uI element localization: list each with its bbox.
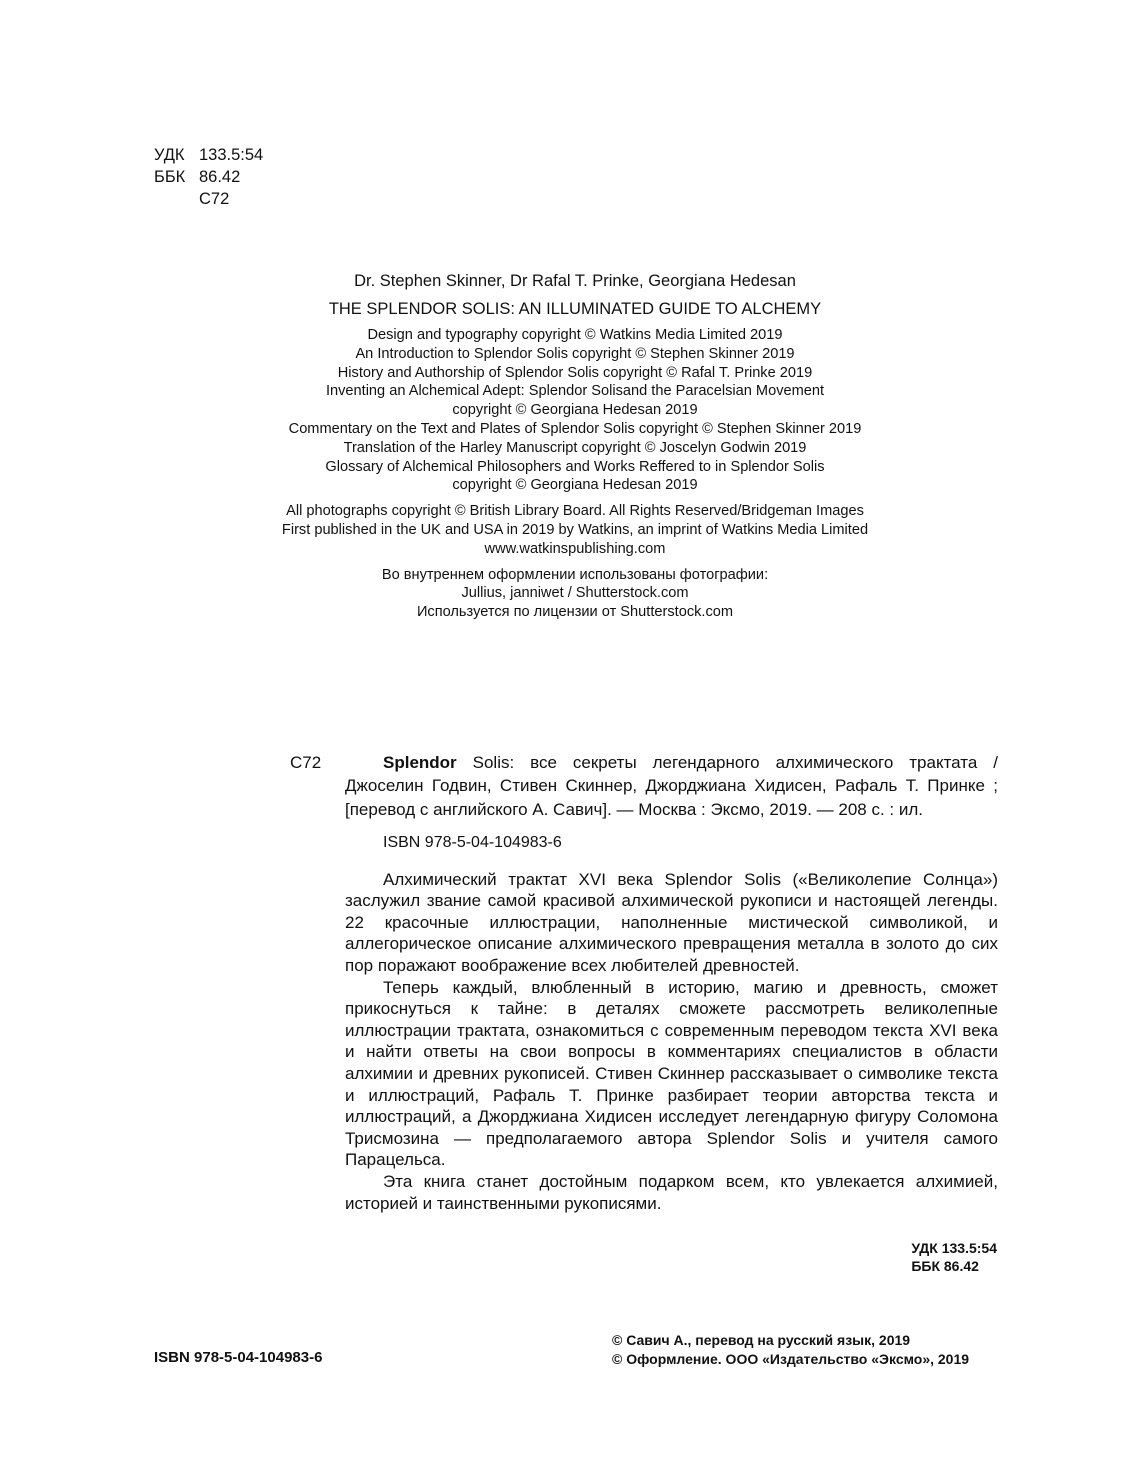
- bbk-label: ББК: [154, 168, 186, 186]
- photo-credits: [200, 502, 950, 558]
- footer-isbn: ISBN 978-5-04-104983-6: [154, 1349, 323, 1366]
- udk-row: [154, 144, 263, 166]
- footer-copyrights: [612, 1331, 969, 1369]
- record-bbk: ББК 86.42: [911, 1258, 979, 1274]
- record-udk: УДК 133.5:54: [911, 1240, 997, 1256]
- copyright-line: Commentary on the Text and Plates of Splendor Solis copyright © Stephen Skinner 2019: [288, 420, 862, 437]
- copyright-line: copyright © Georgiana Hedesan 2019: [452, 402, 698, 419]
- copyright-line: Glossary of Alchemical Philosophers and Works Reffered to in Splendor Solis: [325, 458, 825, 475]
- bibliographic-description: [345, 751, 998, 821]
- record-title-bold: Splendor: [383, 753, 457, 772]
- copyright-list: [200, 326, 950, 495]
- record-description: Solis: все секреты легендарного алхимического трактата / Джоселин Годвин, Стивен Скиннер, Джорджиана Хидисен, Рафаль Т. Принке ; [перевод с английского А. Савич]. — Москва : Эксмо, 2019. — 208 с. : ил.: [345, 753, 998, 819]
- photo-credit-line: First published in the UK and USA in 2019 by Watkins, an imprint of Watkins Media Limited: [281, 521, 869, 538]
- translation-copyright: © Савич А., перевод на русский язык, 2019: [612, 1332, 911, 1348]
- shutterstock-credits: [200, 566, 950, 622]
- copyright-line: History and Authorship of Splendor Solis copyright © Rafal T. Prinke 2019: [337, 364, 813, 381]
- copyright-line: Translation of the Harley Manuscript copyright © Joscelyn Godwin 2019: [343, 439, 807, 456]
- original-edition-credits: [200, 270, 950, 629]
- copyright-line: An Introduction to Splendor Solis copyright © Stephen Skinner 2019: [355, 345, 795, 362]
- bibliographic-record: [345, 751, 998, 1214]
- copyright-line: copyright © Georgiana Hedesan 2019: [452, 477, 698, 494]
- publisher-website: www.watkinspublishing.com: [484, 540, 666, 557]
- annotation-paragraph: Теперь каждый, влюбленный в историю, магию и древность, сможет прикоснуться к тайне: в деталях сможете рассмотреть великолепные иллюстрации трактата, ознакомиться с современным переводом текста XVI века и найти ответы на свои вопросы в комментариях специалистов в области алхимии и древних рукописей. Стивен Скиннер рассказывает о символике текста и иллюстраций, Рафаль Т. Принке разбирает теории авторства текста и иллюстраций, а Джорджиана Хидисен исследует легендарную фигуру Соломона Трисмозина — предполагаемого автора Splendor Solis и учителя самого Парацельса.: [345, 977, 998, 1170]
- design-copyright: © Оформление. ООО «Издательство «Эксмо», 2019: [612, 1351, 970, 1367]
- record-classification: [911, 1239, 997, 1275]
- record-author-mark: С72: [290, 753, 322, 772]
- original-title: THE SPLENDOR SOLIS: AN ILLUMINATED GUIDE TO ALCHEMY: [328, 300, 822, 318]
- author-mark: С72: [199, 190, 230, 208]
- shutterstock-line: Используется по лицензии от Shutterstock.com: [416, 604, 734, 621]
- udk-label: УДК: [154, 146, 185, 164]
- bbk-value: 86.42: [199, 168, 241, 186]
- photo-credit-line: All photographs copyright © British Library Board. All Rights Reserved/Bridgeman Images: [286, 503, 864, 520]
- original-authors: Dr. Stephen Skinner, Dr Rafal T. Prinke, Georgiana Hedesan: [354, 272, 796, 290]
- annotation-paragraph: Алхимический трактат XVI века Splendor Solis («Великолепие Солнца») заслужил звание самой красивой алхимической рукописи и настоящей легенды. 22 красочные иллюстрации, наполненные мистической символикой, и аллегорическое описание алхимического превращения металла в золото до сих пор поражают воображение всех любителей древностей.: [345, 869, 998, 975]
- classification-block: [154, 144, 263, 210]
- annotation: [345, 869, 998, 1215]
- shutterstock-line: Jullius, janniwet / Shutterstock.com: [461, 585, 689, 602]
- copyright-line: Design and typography copyright © Watkins Media Limited 2019: [367, 327, 783, 343]
- record-isbn: ISBN 978-5-04-104983-6: [383, 834, 562, 852]
- copyright-line: Inventing an Alchemical Adept: Splendor Solisand the Paracelsian Movement: [325, 383, 825, 400]
- shutterstock-line: Во внутреннем оформлении использованы фотографии:: [381, 566, 769, 583]
- udk-value: 133.5:54: [199, 146, 264, 164]
- bbk-row: [154, 166, 263, 188]
- annotation-paragraph: Эта книга станет достойным подарком всем, кто увлекается алхимией, историей и таинственными рукописями.: [345, 1171, 998, 1213]
